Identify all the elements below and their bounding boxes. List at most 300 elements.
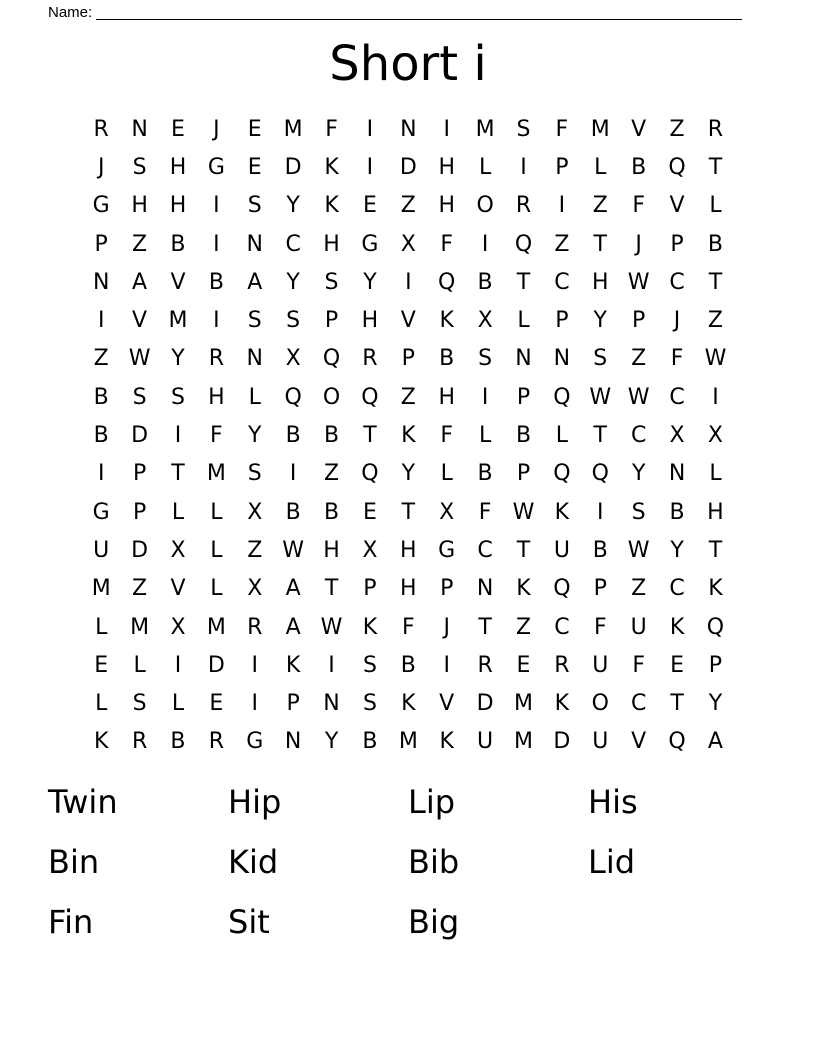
grid-letter[interactable]: I xyxy=(405,269,412,295)
grid-letter[interactable]: R xyxy=(477,652,493,678)
grid-letter[interactable]: W xyxy=(627,537,650,563)
grid-letter[interactable]: Y xyxy=(171,346,185,372)
grid-letter[interactable]: I xyxy=(328,652,335,678)
grid-letter[interactable]: N xyxy=(400,116,417,142)
grid-letter[interactable]: X xyxy=(170,614,186,640)
grid-letter[interactable]: A xyxy=(247,269,263,295)
grid-letter[interactable]: K xyxy=(324,193,339,219)
grid-letter[interactable]: H xyxy=(323,231,340,257)
grid-letter[interactable]: S xyxy=(362,691,377,717)
grid-letter[interactable]: X xyxy=(362,537,378,563)
grid-letter[interactable]: H xyxy=(592,269,609,295)
grid-letter[interactable]: P xyxy=(401,346,415,372)
grid-letter[interactable]: Q xyxy=(361,461,379,487)
grid-letter[interactable]: L xyxy=(210,576,223,602)
grid-letter[interactable]: B xyxy=(592,537,608,563)
grid-letter[interactable]: F xyxy=(440,423,454,449)
grid-letter[interactable]: N xyxy=(284,729,302,755)
grid-letter[interactable]: S xyxy=(593,346,608,372)
grid-letter[interactable]: W xyxy=(589,384,612,410)
grid-letter[interactable]: D xyxy=(553,729,571,755)
grid-letter[interactable]: Z xyxy=(324,461,340,487)
grid-letter[interactable]: L xyxy=(555,423,569,449)
grid-letter[interactable]: T xyxy=(708,537,723,563)
grid-letter[interactable]: V xyxy=(170,269,186,295)
grid-letter[interactable]: Y xyxy=(708,691,723,717)
grid-letter[interactable]: N xyxy=(668,461,686,487)
grid-letter[interactable]: H xyxy=(169,193,187,219)
grid-letter[interactable]: Y xyxy=(631,461,646,487)
grid-letter[interactable]: K xyxy=(516,576,531,602)
grid-letter[interactable]: C xyxy=(554,614,570,640)
grid-letter[interactable]: F xyxy=(632,193,645,219)
grid-letter[interactable]: C xyxy=(554,269,570,295)
grid-letter[interactable]: L xyxy=(440,461,453,487)
grid-letter[interactable]: T xyxy=(363,423,377,449)
grid-letter[interactable]: I xyxy=(712,384,719,410)
grid-letter[interactable]: B xyxy=(439,346,455,372)
grid-letter[interactable]: B xyxy=(323,423,340,449)
grid-letter[interactable]: S xyxy=(631,499,646,525)
grid-letter[interactable]: A xyxy=(132,269,148,295)
grid-letter[interactable]: H xyxy=(400,537,417,563)
grid-letter[interactable]: N xyxy=(131,116,148,142)
grid-letter[interactable]: J xyxy=(635,231,642,257)
word-item: Bib xyxy=(408,843,460,881)
grid-letter[interactable]: D xyxy=(284,154,302,180)
grid-letter[interactable]: M xyxy=(514,691,533,717)
grid-letter[interactable]: Y xyxy=(324,729,339,755)
grid-letter[interactable]: Q xyxy=(361,384,379,410)
grid-letter[interactable]: L xyxy=(171,499,185,525)
grid-letter[interactable]: D xyxy=(131,537,149,563)
grid-letter[interactable]: I xyxy=(213,231,220,257)
word-item: Bin xyxy=(48,843,100,881)
grid-letter[interactable]: K xyxy=(324,154,339,180)
grid-letter[interactable]: A xyxy=(285,576,301,602)
grid-letter[interactable]: Z xyxy=(93,346,109,372)
grid-letter[interactable]: I xyxy=(97,308,105,334)
grid-letter[interactable]: W xyxy=(704,346,727,372)
grid-letter[interactable]: U xyxy=(592,729,609,755)
grid-letter[interactable]: P xyxy=(286,691,300,717)
grid-letter[interactable]: M xyxy=(283,116,303,142)
grid-letter[interactable]: X xyxy=(669,423,685,449)
grid-letter[interactable]: S xyxy=(132,154,147,180)
grid-letter[interactable]: D xyxy=(399,154,417,180)
grid-letter[interactable]: J xyxy=(673,308,681,334)
grid-letter[interactable]: Y xyxy=(401,461,416,487)
grid-letter[interactable]: Y xyxy=(363,269,377,295)
grid-letter[interactable]: J xyxy=(97,154,105,180)
grid-letter[interactable]: E xyxy=(670,652,684,678)
grid-letter[interactable]: T xyxy=(593,423,607,449)
grid-letter[interactable]: E xyxy=(94,652,109,678)
grid-letter[interactable]: T xyxy=(593,231,607,257)
grid-letter[interactable]: Q xyxy=(514,231,533,257)
grid-letter[interactable]: S xyxy=(132,384,147,410)
grid-letter[interactable]: N xyxy=(246,231,263,257)
grid-letter[interactable]: G xyxy=(92,499,110,525)
grid-letter[interactable]: Z xyxy=(247,537,263,563)
grid-letter[interactable]: W xyxy=(128,346,151,372)
grid-letter[interactable]: G xyxy=(361,231,379,257)
grid-letter[interactable]: X xyxy=(170,537,186,563)
name-field xyxy=(48,0,742,20)
grid-letter[interactable]: C xyxy=(630,423,647,449)
grid-letter[interactable]: Q xyxy=(668,729,686,755)
grid-letter[interactable]: L xyxy=(95,614,108,640)
grid-letter[interactable]: X xyxy=(400,231,416,257)
grid-letter[interactable]: M xyxy=(475,116,495,142)
grid-letter[interactable]: I xyxy=(289,461,297,487)
grid-letter[interactable]: M xyxy=(590,116,610,142)
grid-letter[interactable]: S xyxy=(170,384,185,410)
grid-letter[interactable]: I xyxy=(443,116,450,142)
grid-letter[interactable]: N xyxy=(246,346,263,372)
grid-letter[interactable]: E xyxy=(171,116,185,142)
grid-letter[interactable]: I xyxy=(366,154,374,180)
grid-letter[interactable]: L xyxy=(210,499,223,525)
grid-letter[interactable]: Y xyxy=(248,423,262,449)
grid-letter[interactable]: Z xyxy=(132,231,148,257)
grid-letter[interactable]: K xyxy=(439,308,454,334)
grid-letter[interactable]: Y xyxy=(286,269,300,295)
grid-letter[interactable]: L xyxy=(210,537,223,563)
grid-letter[interactable]: I xyxy=(213,308,220,334)
grid-letter[interactable]: T xyxy=(516,269,531,295)
grid-letter[interactable]: H xyxy=(438,154,455,180)
name-blank-line[interactable] xyxy=(96,4,742,20)
grid-letter[interactable]: C xyxy=(669,576,685,602)
grid-letter[interactable]: E xyxy=(209,691,224,717)
grid-letter[interactable]: C xyxy=(669,269,685,295)
grid-letter[interactable]: I xyxy=(558,193,566,219)
grid-letter[interactable]: R xyxy=(208,729,225,755)
grid-letter[interactable]: U xyxy=(477,729,494,755)
grid-letter[interactable]: B xyxy=(93,384,109,410)
grid-letter[interactable]: L xyxy=(171,691,185,717)
grid-letter[interactable]: U xyxy=(553,537,570,563)
grid-letter[interactable]: C xyxy=(285,231,301,257)
grid-letter[interactable]: Q xyxy=(553,461,571,487)
grid-letter[interactable]: I xyxy=(174,652,182,678)
name-label: Name: xyxy=(48,4,93,21)
grid-letter[interactable]: F xyxy=(210,423,223,449)
grid-letter[interactable]: P xyxy=(324,308,339,334)
word-item: Big xyxy=(408,903,460,941)
grid-letter[interactable]: Z xyxy=(400,384,416,410)
grid-letter[interactable]: P xyxy=(593,576,607,602)
grid-letter[interactable]: Z xyxy=(631,346,647,372)
grid-letter[interactable]: L xyxy=(709,461,722,487)
grid-letter[interactable]: B xyxy=(170,729,186,755)
grid-letter[interactable]: E xyxy=(362,499,377,525)
grid-letter[interactable]: P xyxy=(555,308,569,334)
grid-letter[interactable]: B xyxy=(477,269,493,295)
grid-letter[interactable]: H xyxy=(400,576,417,602)
grid-letter[interactable]: H xyxy=(707,499,724,525)
grid-letter[interactable]: M xyxy=(206,461,226,487)
grid-letter[interactable]: N xyxy=(323,691,340,717)
grid-letter[interactable]: O xyxy=(591,691,609,717)
grid-letter[interactable]: B xyxy=(208,269,224,295)
grid-letter[interactable]: C xyxy=(477,537,493,563)
grid-letter[interactable]: S xyxy=(516,116,531,142)
grid-letter[interactable]: N xyxy=(553,346,571,372)
grid-letter[interactable]: B xyxy=(93,423,109,449)
grid-letter[interactable]: D xyxy=(131,423,149,449)
grid-letter[interactable]: F xyxy=(670,346,684,372)
grid-letter[interactable]: P xyxy=(132,499,147,525)
grid-letter[interactable]: H xyxy=(131,193,148,219)
grid-letter[interactable]: N xyxy=(92,269,110,295)
grid-letter[interactable]: L xyxy=(133,652,146,678)
word-item: His xyxy=(588,783,638,821)
grid-letter[interactable]: B xyxy=(515,423,532,449)
grid-letter[interactable]: Q xyxy=(438,269,456,295)
grid-letter[interactable]: I xyxy=(251,691,258,717)
grid-letter[interactable]: R xyxy=(93,116,109,142)
grid-letter[interactable]: T xyxy=(171,461,185,487)
grid-letter[interactable]: P xyxy=(632,308,646,334)
grid-letter[interactable]: V xyxy=(631,729,647,755)
grid-letter[interactable]: Q xyxy=(284,384,302,410)
grid-letter[interactable]: K xyxy=(669,614,685,640)
grid-letter[interactable]: R xyxy=(515,193,532,219)
grid-letter[interactable]: Z xyxy=(132,576,148,602)
grid-letter[interactable]: K xyxy=(439,729,454,755)
grid-letter[interactable]: W xyxy=(320,614,343,640)
grid-letter[interactable]: X xyxy=(247,499,263,525)
word-item: Hip xyxy=(228,783,282,821)
grid-letter[interactable]: P xyxy=(440,576,454,602)
grid-letter[interactable]: E xyxy=(247,154,262,180)
grid-letter[interactable]: K xyxy=(554,691,570,717)
grid-letter[interactable]: C xyxy=(630,691,647,717)
grid-letter[interactable]: L xyxy=(95,691,108,717)
grid-letter[interactable]: Z xyxy=(631,576,647,602)
grid-letter[interactable]: Q xyxy=(322,346,341,372)
grid-letter[interactable]: H xyxy=(438,193,455,219)
grid-letter[interactable]: T xyxy=(478,614,492,640)
grid-letter[interactable]: P xyxy=(555,154,569,180)
grid-letter[interactable]: O xyxy=(322,384,341,410)
grid-letter[interactable]: R xyxy=(208,346,225,372)
grid-letter[interactable]: R xyxy=(131,729,148,755)
word-item: Kid xyxy=(228,843,279,881)
grid-letter[interactable]: P xyxy=(516,461,531,487)
grid-letter[interactable]: S xyxy=(247,461,262,487)
grid-letter[interactable]: I xyxy=(443,652,450,678)
grid-letter[interactable]: T xyxy=(516,537,531,563)
grid-letter[interactable]: I xyxy=(251,652,258,678)
grid-letter[interactable]: B xyxy=(285,499,301,525)
grid-letter[interactable]: W xyxy=(512,499,535,525)
grid-letter[interactable]: Z xyxy=(515,614,532,640)
grid-letter[interactable]: M xyxy=(91,576,111,602)
grid-letter[interactable]: T xyxy=(401,499,416,525)
grid-letter[interactable]: Q xyxy=(553,384,571,410)
grid-letter[interactable]: R xyxy=(247,614,263,640)
grid-letter[interactable]: I xyxy=(213,193,220,219)
grid-letter[interactable]: P xyxy=(363,576,377,602)
grid-letter[interactable]: T xyxy=(708,269,723,295)
grid-letter[interactable]: Z xyxy=(592,193,608,219)
grid-letter[interactable]: Z xyxy=(707,308,723,334)
grid-letter[interactable]: B xyxy=(362,729,378,755)
grid-letter[interactable]: I xyxy=(366,116,374,142)
grid-letter[interactable]: B xyxy=(477,461,493,487)
grid-letter[interactable]: F xyxy=(478,499,492,525)
word-item: Fin xyxy=(48,903,94,941)
grid-letter[interactable]: L xyxy=(478,154,492,180)
grid-letter[interactable]: Y xyxy=(670,537,684,563)
grid-letter[interactable]: T xyxy=(670,691,684,717)
grid-letter[interactable]: P xyxy=(708,652,723,678)
grid-letter[interactable]: G xyxy=(246,729,264,755)
grid-letter[interactable]: M xyxy=(168,308,188,334)
grid-letter[interactable]: N xyxy=(515,346,532,372)
grid-letter[interactable]: B xyxy=(323,499,340,525)
grid-letter[interactable]: K xyxy=(708,576,723,602)
grid-letter[interactable]: H xyxy=(361,308,379,334)
grid-letter[interactable]: X xyxy=(247,576,263,602)
grid-letter[interactable]: I xyxy=(520,154,527,180)
grid-letter[interactable]: Z xyxy=(554,231,570,257)
grid-letter[interactable]: F xyxy=(325,116,338,142)
grid-letter[interactable]: B xyxy=(707,231,723,257)
grid-letter[interactable]: I xyxy=(481,231,489,257)
grid-letter[interactable]: V xyxy=(132,308,148,334)
grid-letter[interactable]: X xyxy=(707,423,723,449)
grid-letter[interactable]: H xyxy=(208,384,225,410)
grid-letter[interactable]: D xyxy=(476,691,494,717)
grid-letter[interactable]: B xyxy=(170,231,186,257)
grid-letter[interactable]: H xyxy=(438,384,455,410)
grid-letter[interactable]: V xyxy=(631,116,647,142)
grid-letter[interactable]: E xyxy=(362,193,377,219)
grid-letter[interactable]: L xyxy=(709,193,722,219)
grid-letter[interactable]: V xyxy=(669,193,685,219)
grid-letter[interactable]: M xyxy=(398,729,418,755)
grid-letter[interactable]: G xyxy=(438,537,456,563)
grid-letter[interactable]: D xyxy=(207,652,225,678)
grid-letter[interactable]: P xyxy=(670,231,684,257)
grid-letter[interactable]: J xyxy=(213,116,220,142)
letter-grid xyxy=(82,110,736,761)
grid-letter[interactable]: X xyxy=(477,308,493,334)
grid-letter[interactable]: I xyxy=(174,423,182,449)
grid-letter[interactable]: W xyxy=(282,537,305,563)
grid-letter[interactable]: Q xyxy=(553,576,571,602)
grid-letter[interactable]: O xyxy=(476,193,494,219)
grid-letter[interactable]: U xyxy=(93,537,110,563)
grid-letter[interactable]: P xyxy=(516,384,531,410)
grid-letter[interactable]: F xyxy=(401,614,415,640)
grid-letter[interactable]: H xyxy=(169,154,187,180)
grid-letter[interactable]: V xyxy=(439,691,455,717)
grid-letter[interactable]: S xyxy=(286,308,301,334)
grid-letter[interactable]: B xyxy=(285,423,301,449)
grid-letter[interactable]: B xyxy=(669,499,685,525)
grid-letter[interactable]: F xyxy=(632,652,645,678)
grid-letter[interactable]: K xyxy=(401,423,416,449)
grid-letter[interactable]: U xyxy=(630,614,647,640)
grid-letter[interactable]: S xyxy=(324,269,339,295)
grid-letter[interactable]: K xyxy=(401,691,416,717)
grid-letter[interactable]: K xyxy=(362,614,378,640)
grid-letter[interactable]: I xyxy=(597,499,604,525)
grid-letter[interactable]: L xyxy=(517,308,530,334)
grid-letter[interactable]: S xyxy=(478,346,493,372)
grid-letter[interactable]: R xyxy=(362,346,378,372)
grid-letter[interactable]: T xyxy=(708,154,723,180)
grid-letter[interactable]: S xyxy=(247,193,262,219)
grid-letter[interactable]: C xyxy=(669,384,685,410)
grid-letter[interactable]: I xyxy=(97,461,105,487)
grid-letter[interactable]: P xyxy=(132,461,147,487)
grid-letter[interactable]: Y xyxy=(593,308,607,334)
grid-letter[interactable]: Y xyxy=(286,193,300,219)
grid-letter[interactable]: A xyxy=(707,729,723,755)
grid-letter[interactable]: L xyxy=(594,154,607,180)
grid-letter[interactable]: W xyxy=(627,384,650,410)
grid-letter[interactable]: R xyxy=(554,652,570,678)
grid-letter[interactable]: G xyxy=(92,193,110,219)
grid-letter[interactable]: X xyxy=(285,346,301,372)
grid-letter[interactable]: F xyxy=(555,116,569,142)
grid-letter[interactable]: F xyxy=(440,231,454,257)
grid-letter[interactable]: B xyxy=(400,652,416,678)
grid-letter[interactable]: X xyxy=(439,499,455,525)
grid-letter[interactable]: K xyxy=(285,652,301,678)
grid-letter[interactable]: P xyxy=(94,231,108,257)
grid-letter[interactable]: J xyxy=(443,614,450,640)
grid-letter[interactable]: F xyxy=(593,614,607,640)
grid-letter[interactable]: Q xyxy=(591,461,609,487)
grid-letter[interactable]: V xyxy=(170,576,186,602)
grid-letter[interactable]: A xyxy=(285,614,301,640)
grid-letter[interactable]: E xyxy=(516,652,531,678)
grid-letter[interactable]: E xyxy=(247,116,262,142)
grid-letter[interactable]: K xyxy=(554,499,570,525)
grid-letter[interactable]: B xyxy=(631,154,647,180)
grid-letter[interactable]: M xyxy=(206,614,226,640)
grid-letter[interactable]: S xyxy=(362,652,377,678)
grid-letter[interactable]: L xyxy=(478,423,492,449)
grid-letter[interactable]: V xyxy=(400,308,416,334)
grid-letter[interactable]: Q xyxy=(668,154,686,180)
grid-letter[interactable]: Z xyxy=(669,116,685,142)
grid-letter[interactable]: M xyxy=(514,729,533,755)
grid-letter[interactable]: G xyxy=(207,154,225,180)
grid-letter[interactable]: Q xyxy=(706,614,725,640)
grid-letter[interactable]: U xyxy=(592,652,609,678)
grid-letter[interactable]: S xyxy=(132,691,147,717)
grid-letter[interactable]: L xyxy=(248,384,261,410)
grid-letter[interactable]: T xyxy=(324,576,339,602)
grid-letter[interactable]: H xyxy=(323,537,340,563)
grid-letter[interactable]: R xyxy=(707,116,724,142)
grid-letter[interactable]: Z xyxy=(400,193,416,219)
grid-letter[interactable]: W xyxy=(627,269,650,295)
grid-letter[interactable]: S xyxy=(247,308,262,334)
grid-letter[interactable]: I xyxy=(481,384,489,410)
grid-letter[interactable]: N xyxy=(476,576,494,602)
grid-letter[interactable]: K xyxy=(93,729,109,755)
grid-letter[interactable]: M xyxy=(130,614,150,640)
